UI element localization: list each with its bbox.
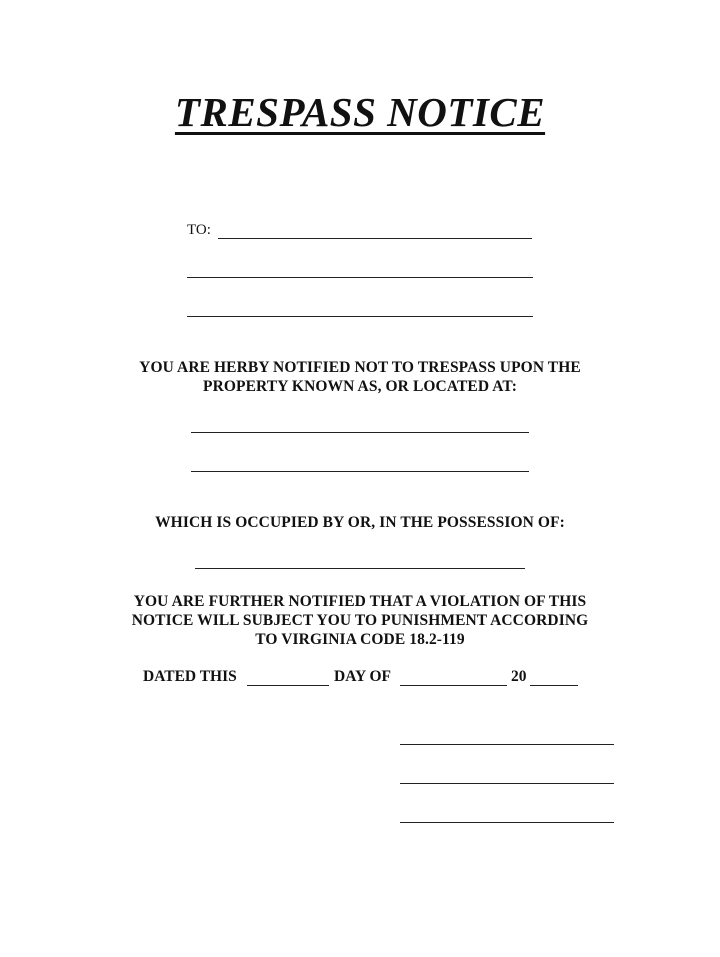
occupied-statement: WHICH IS OCCUPIED BY OR, IN THE POSSESSION OF:	[155, 514, 565, 531]
further-line-3: TO VIRGINIA CODE 18.2-119	[255, 631, 465, 648]
dated-this-label: DATED THIS	[143, 668, 237, 685]
dated-year-line[interactable]	[530, 685, 578, 686]
property-line-1[interactable]	[191, 432, 529, 433]
further-line-1: YOU ARE FURTHER NOTIFIED THAT A VIOLATION OF THIS	[133, 593, 587, 610]
year-prefix-label: 20	[511, 668, 527, 685]
notified-line-1: YOU ARE HERBY NOTIFIED NOT TO TRESPASS UPON THE	[139, 359, 581, 376]
further-line-2: NOTICE WILL SUBJECT YOU TO PUNISHMENT ACCORDING	[131, 612, 589, 629]
signature-line-3[interactable]	[400, 822, 614, 823]
further-statement	[0, 592, 720, 649]
dated-month-line[interactable]	[400, 685, 507, 686]
to-address-line-2[interactable]	[187, 316, 533, 317]
to-name-line[interactable]	[218, 238, 532, 239]
day-of-label: DAY OF	[334, 668, 391, 685]
to-label: TO:	[187, 222, 211, 238]
to-address-line-1[interactable]	[187, 277, 533, 278]
signature-line-1[interactable]	[400, 744, 614, 745]
notice-title: TRESPASS NOTICE	[174, 89, 546, 135]
property-line-2[interactable]	[191, 471, 529, 472]
occupant-line[interactable]	[195, 568, 525, 569]
dated-day-line[interactable]	[247, 685, 329, 686]
signature-line-2[interactable]	[400, 783, 614, 784]
notified-statement	[0, 358, 720, 396]
notified-line-2: PROPERTY KNOWN AS, OR LOCATED AT:	[203, 378, 517, 395]
